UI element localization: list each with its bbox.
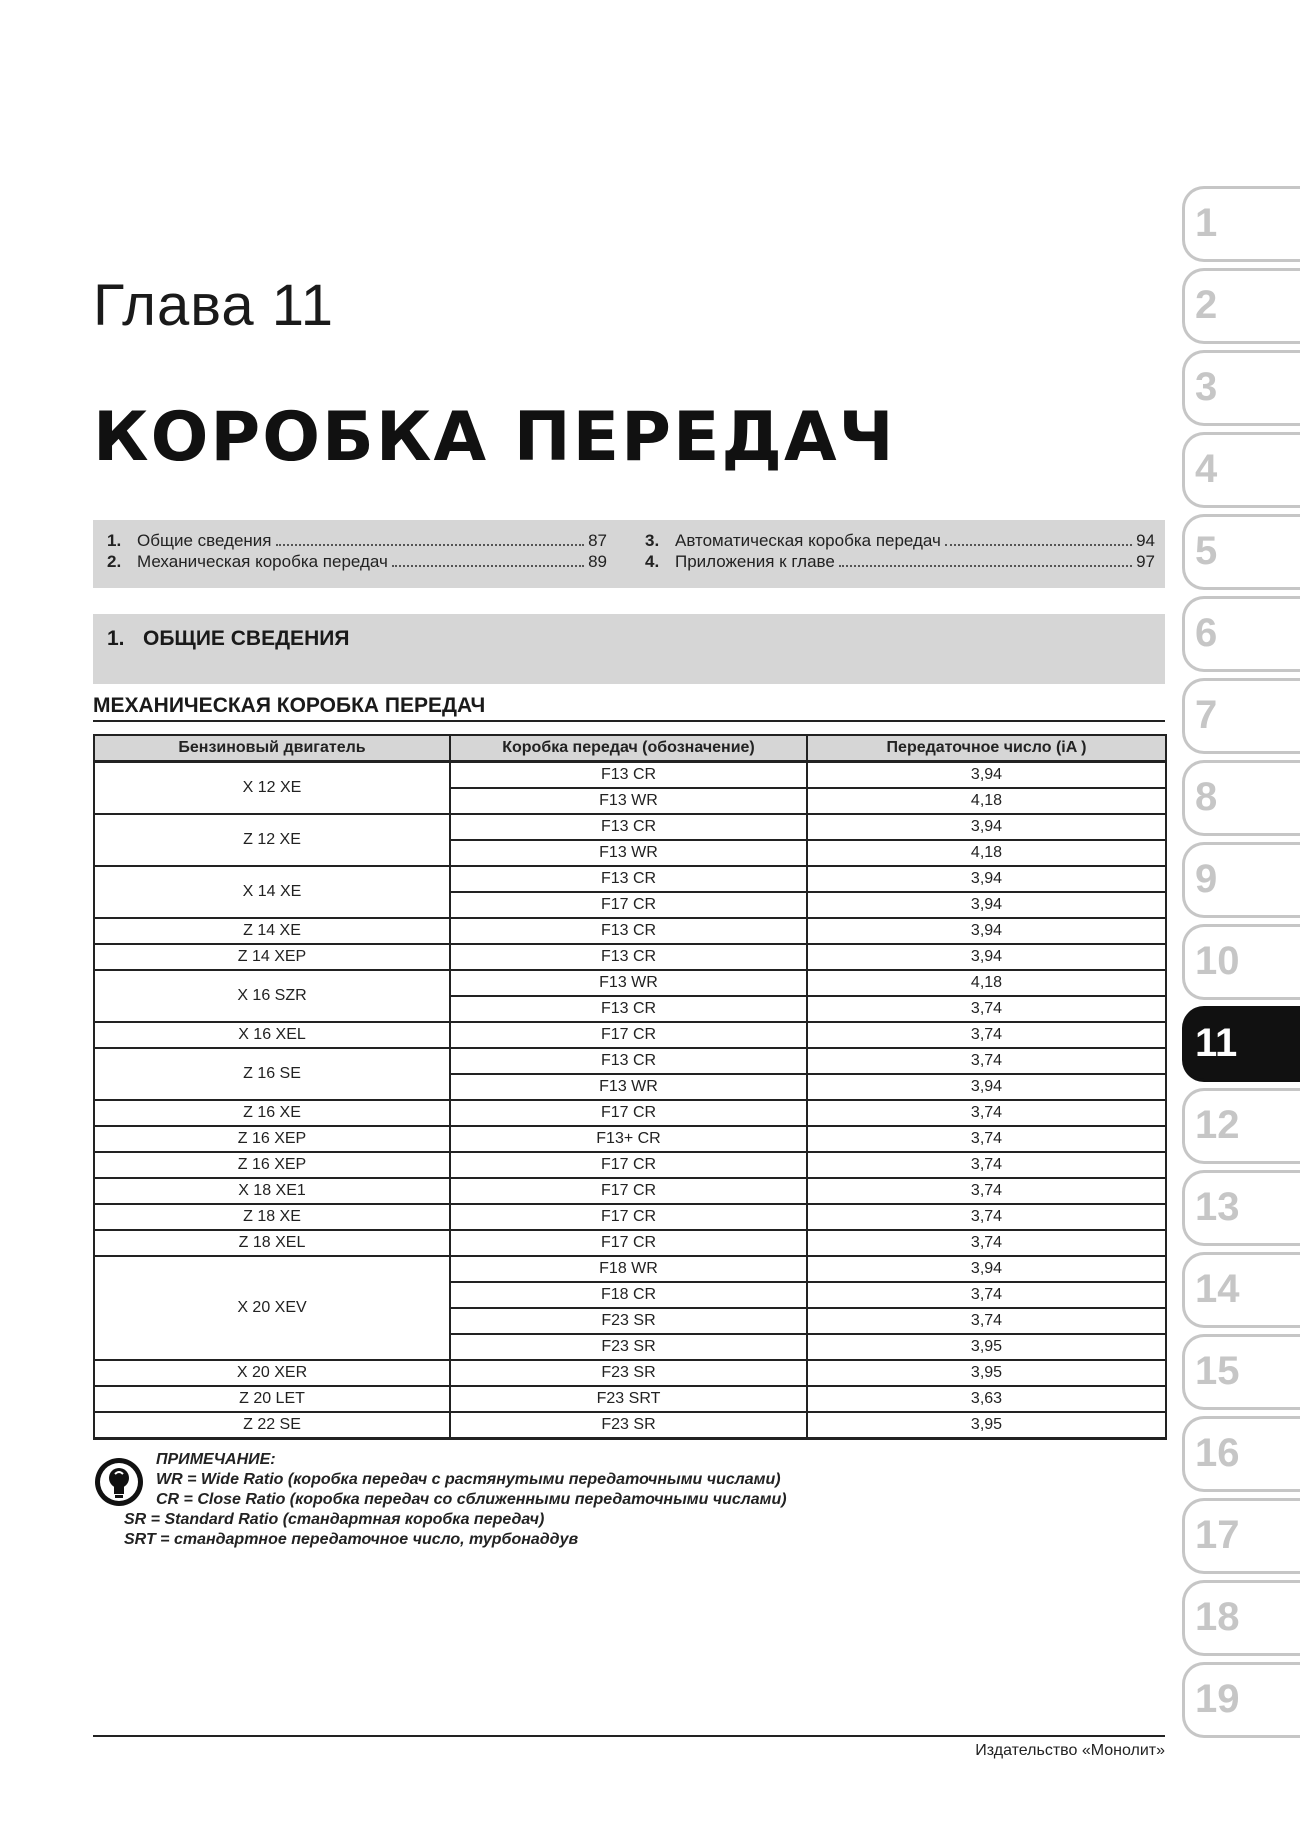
chapter-tab[interactable] (1182, 924, 1300, 1000)
gearbox-cell: F17 CR (450, 1022, 807, 1048)
gearbox-cell: F23 SR (450, 1308, 807, 1334)
engine-cell: X 18 XE1 (94, 1178, 450, 1204)
chapter-tab[interactable] (1182, 1580, 1300, 1656)
engine-cell: X 14 XE (94, 866, 450, 918)
chapter-tab-label: 7 (1195, 693, 1218, 737)
engine-cell: Z 16 XEP (94, 1126, 450, 1152)
table-row (94, 1230, 1166, 1256)
ratio-cell: 3,74 (807, 1152, 1166, 1178)
gearbox-cell: F13 CR (450, 814, 807, 840)
engine-cell: Z 16 XE (94, 1100, 450, 1126)
ratio-cell: 4,18 (807, 788, 1166, 814)
ratio-cell: 3,74 (807, 1204, 1166, 1230)
engine-cell: Z 18 XE (94, 1204, 450, 1230)
engine-cell: Z 16 SE (94, 1048, 450, 1100)
chapter-tab-label: 6 (1195, 611, 1218, 655)
engine-cell: Z 20 LET (94, 1386, 450, 1412)
chapter-tab[interactable] (1182, 186, 1300, 262)
toc-dot-leader (839, 565, 1132, 567)
gearbox-cell: F13 CR (450, 762, 807, 789)
gearbox-cell: F23 SR (450, 1360, 807, 1386)
gearbox-cell: F23 SRT (450, 1386, 807, 1412)
ratio-cell: 3,94 (807, 1256, 1166, 1282)
ratio-cell: 3,74 (807, 1178, 1166, 1204)
engine-cell: Z 14 XEP (94, 944, 450, 970)
chapter-tab[interactable] (1182, 1416, 1300, 1492)
chapter-tab-label: 1 (1195, 201, 1218, 245)
toc-item-page: 89 (588, 552, 607, 571)
table-row (94, 1100, 1166, 1126)
table-row (94, 1204, 1166, 1230)
gearbox-cell: F13 CR (450, 944, 807, 970)
note-line: WR = Wide Ratio (коробка передач с растянутыми передаточными числами) (156, 1471, 781, 1488)
gearbox-cell: F13 CR (450, 1048, 807, 1074)
ratio-cell: 3,94 (807, 814, 1166, 840)
ratio-cell: 3,74 (807, 1048, 1166, 1074)
gearbox-cell: F13 WR (450, 970, 807, 996)
gearbox-cell: F13 CR (450, 918, 807, 944)
gearbox-cell: F18 WR (450, 1256, 807, 1282)
toc-dot-leader (945, 544, 1132, 546)
section-title: ОБЩИЕ СВЕДЕНИЯ (143, 627, 350, 650)
ratio-cell: 3,74 (807, 1022, 1166, 1048)
gearbox-cell: F23 SR (450, 1334, 807, 1360)
chapter-tab[interactable] (1182, 678, 1300, 754)
note-line: SRT = стандартное передаточное число, турбонаддув (124, 1531, 579, 1548)
header-engine: Бензиновый двигатель (94, 735, 450, 762)
chapter-tab[interactable] (1182, 1088, 1300, 1164)
engine-cell: Z 22 SE (94, 1412, 450, 1439)
chapter-tab[interactable] (1182, 1170, 1300, 1246)
chapter-tab[interactable] (1182, 842, 1300, 918)
gearbox-cell: F13 WR (450, 840, 807, 866)
chapter-tab-label: 13 (1195, 1185, 1240, 1229)
table-row (94, 1126, 1166, 1152)
header-ratio: Передаточное число (iA ) (807, 735, 1166, 762)
chapter-tab-label: 4 (1195, 447, 1218, 491)
toc-item-title: Автоматическая коробка передач (675, 531, 941, 550)
ratio-cell: 3,74 (807, 1308, 1166, 1334)
ratio-cell: 4,18 (807, 970, 1166, 996)
chapter-tab-label: 12 (1195, 1103, 1240, 1147)
ratio-cell: 3,94 (807, 892, 1166, 918)
table-row (94, 1178, 1166, 1204)
engine-cell: X 16 SZR (94, 970, 450, 1022)
table-row (94, 1048, 1166, 1074)
publisher-footer: Издательство «Монолит» (975, 1742, 1165, 1759)
toc-item-number: 1. (107, 531, 122, 550)
chapter-tab-label: 15 (1195, 1349, 1240, 1393)
table-row (94, 1022, 1166, 1048)
note-block (124, 1450, 787, 1550)
note-line: CR = Close Ratio (коробка передач со сближенными передаточными числами) (156, 1491, 787, 1508)
ratio-cell: 3,95 (807, 1412, 1166, 1439)
table-row (94, 1412, 1166, 1439)
ratio-cell: 3,63 (807, 1386, 1166, 1412)
gearbox-table (93, 734, 1167, 1440)
toc-dot-leader (276, 544, 585, 546)
chapter-tab-label: 17 (1195, 1513, 1240, 1557)
gearbox-cell: F17 CR (450, 1100, 807, 1126)
chapter-tab[interactable] (1182, 1662, 1300, 1738)
toc-item-page: 94 (1136, 531, 1155, 550)
table-row (94, 814, 1166, 840)
chapter-tab[interactable] (1182, 432, 1300, 508)
table-row (94, 762, 1166, 789)
table-row (94, 1152, 1166, 1178)
chapter-tab-label: 9 (1195, 857, 1218, 901)
gearbox-cell: F17 CR (450, 892, 807, 918)
engine-cell: Z 18 XEL (94, 1230, 450, 1256)
ratio-cell: 3,74 (807, 1126, 1166, 1152)
chapter-tab[interactable] (1182, 1498, 1300, 1574)
engine-cell: Z 14 XE (94, 918, 450, 944)
chapter-tab[interactable] (1182, 1006, 1300, 1082)
chapter-tab-label: 11 (1195, 1021, 1238, 1065)
toc-item[interactable] (107, 551, 607, 572)
section-header (93, 614, 1165, 684)
section-number: 1. (107, 627, 125, 650)
table-row (94, 944, 1166, 970)
table-row (94, 1360, 1166, 1386)
toc-item-title: Общие сведения (137, 531, 272, 550)
chapter-tab-label: 16 (1195, 1431, 1240, 1475)
toc-item-number: 2. (107, 552, 122, 571)
toc-column-right (645, 530, 1155, 572)
ratio-cell: 3,74 (807, 1282, 1166, 1308)
sub-heading: МЕХАНИЧЕСКАЯ КОРОБКА ПЕРЕДАЧ (93, 692, 1165, 722)
toc-column-left (107, 530, 607, 572)
toc-item-number: 4. (645, 552, 660, 571)
table-row (94, 918, 1166, 944)
table-row (94, 1256, 1166, 1282)
table-row (94, 970, 1166, 996)
chapter-tab[interactable] (1182, 350, 1300, 426)
gearbox-cell: F13+ CR (450, 1126, 807, 1152)
chapter-tab-label: 10 (1195, 939, 1240, 983)
chapter-tab-label: 2 (1195, 283, 1218, 327)
engine-cell: X 12 XE (94, 762, 450, 815)
toc-item-title: Приложения к главе (675, 552, 835, 571)
ratio-cell: 3,94 (807, 944, 1166, 970)
toc-dot-leader (392, 565, 584, 567)
chapter-tab-label: 14 (1195, 1267, 1240, 1311)
gearbox-cell: F13 WR (450, 788, 807, 814)
note-title: ПРИМЕЧАНИЕ: (156, 1451, 276, 1468)
engine-cell: X 20 XEV (94, 1256, 450, 1360)
footer-divider (93, 1735, 1165, 1737)
gearbox-cell: F13 CR (450, 996, 807, 1022)
gearbox-cell: F18 CR (450, 1282, 807, 1308)
ratio-cell: 3,94 (807, 866, 1166, 892)
chapter-tab[interactable] (1182, 1334, 1300, 1410)
toc-item-page: 97 (1136, 552, 1155, 571)
chapter-tab-label: 18 (1195, 1595, 1240, 1639)
table-header-row (94, 735, 1166, 762)
chapter-tab-label: 19 (1195, 1677, 1240, 1721)
engine-cell: Z 12 XE (94, 814, 450, 866)
table-of-contents (93, 520, 1165, 588)
ratio-cell: 3,94 (807, 918, 1166, 944)
chapter-tab-label: 5 (1195, 529, 1218, 573)
ratio-cell: 3,94 (807, 762, 1166, 789)
toc-item[interactable] (107, 530, 607, 551)
table-row (94, 866, 1166, 892)
toc-item[interactable] (645, 551, 1155, 572)
chapter-tab[interactable] (1182, 760, 1300, 836)
chapter-tab[interactable] (1182, 1252, 1300, 1328)
ratio-cell: 3,95 (807, 1360, 1166, 1386)
toc-item-title: Механическая коробка передач (137, 552, 388, 571)
chapter-tab-label: 3 (1195, 365, 1218, 409)
engine-cell: Z 16 XEP (94, 1152, 450, 1178)
table-row (94, 1386, 1166, 1412)
note-line: SR = Standard Ratio (стандартная коробка передач) (124, 1511, 545, 1528)
chapter-tab[interactable] (1182, 514, 1300, 590)
toc-item[interactable] (645, 530, 1155, 551)
chapter-tab[interactable] (1182, 596, 1300, 672)
ratio-cell: 3,94 (807, 1074, 1166, 1100)
toc-item-number: 3. (645, 531, 660, 550)
chapter-title: КОРОБКА ПЕРЕДАЧ (93, 398, 896, 477)
ratio-cell: 3,74 (807, 1230, 1166, 1256)
ratio-cell: 3,95 (807, 1334, 1166, 1360)
gearbox-cell: F17 CR (450, 1230, 807, 1256)
ratio-cell: 3,74 (807, 996, 1166, 1022)
gearbox-cell: F17 CR (450, 1178, 807, 1204)
gearbox-cell: F17 CR (450, 1204, 807, 1230)
toc-item-page: 87 (588, 531, 607, 550)
engine-cell: X 16 XEL (94, 1022, 450, 1048)
engine-cell: X 20 XER (94, 1360, 450, 1386)
ratio-cell: 3,74 (807, 1100, 1166, 1126)
gearbox-cell: F13 WR (450, 1074, 807, 1100)
gearbox-cell: F17 CR (450, 1152, 807, 1178)
ratio-cell: 4,18 (807, 840, 1166, 866)
header-gearbox: Коробка передач (обозначение) (450, 735, 807, 762)
chapter-tab-label: 8 (1195, 775, 1218, 819)
gearbox-cell: F13 CR (450, 866, 807, 892)
gearbox-cell: F23 SR (450, 1412, 807, 1439)
chapter-label: Глава 11 (93, 273, 334, 338)
chapter-tab[interactable] (1182, 268, 1300, 344)
